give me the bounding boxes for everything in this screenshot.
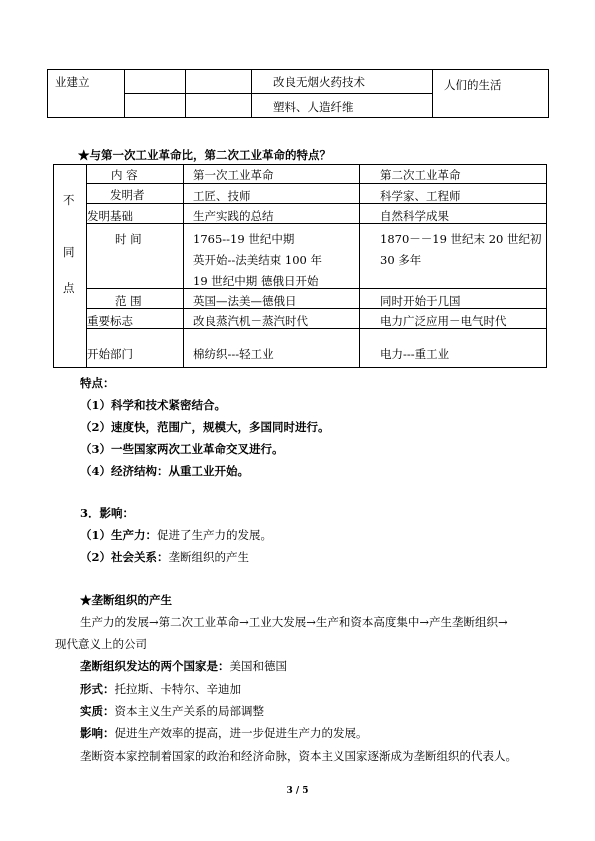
cell-first: 生产实践的总结 <box>193 209 274 223</box>
side-label-char: 点 <box>63 281 75 295</box>
monopoly-heading: ★垄断组织的产生 <box>80 593 172 607</box>
table-border-bottom <box>53 367 547 368</box>
row-label-milestone: 重要标志 <box>87 314 133 328</box>
monopoly-impact-label: 影响： <box>80 726 115 740</box>
monopoly-last-line: 垄断资本家控制着国家的政治和经济命脉，资本主义国家逐渐成为垄断组织的代表人。 <box>80 749 517 763</box>
cell-second: 自然科学成果 <box>380 209 449 223</box>
row-label-scope: 范 围 <box>115 294 142 308</box>
top-table-cell: 人们的生活 <box>444 78 502 92</box>
table-border-right <box>548 69 549 118</box>
comparison-table <box>53 164 547 368</box>
row-label-time: 时 间 <box>115 232 142 246</box>
table-border-top <box>47 69 549 70</box>
cell-first: 工匠、技师 <box>193 189 251 203</box>
row-label-basis: 发明基础 <box>87 209 133 223</box>
top-table-cell: 塑料、人造纤维 <box>273 100 354 114</box>
table-col-divider <box>185 69 186 118</box>
table-row-divider <box>86 223 547 224</box>
page-number: 3 / 5 <box>286 786 309 796</box>
table-row-divider <box>86 183 547 184</box>
top-table-cell: 业建立 <box>55 75 90 89</box>
cell-first: 英国—法美—德俄日 <box>193 294 297 308</box>
features-title: 特点： <box>80 376 115 390</box>
cell-first-line: 英开始--法美结束 100 年 <box>193 253 323 267</box>
table-border-right <box>546 164 547 368</box>
row-label-start-sector: 开始部门 <box>87 347 133 361</box>
influence-text: 促进了生产力的发展。 <box>157 528 273 542</box>
table-border-top <box>53 164 547 165</box>
cell-second: 科学家、工程师 <box>380 189 461 203</box>
monopoly-flow-line: 生产力的发展→第二次工业革命→工业大发展→生产和资本高度集中→产生垄断组织→ <box>80 615 508 629</box>
influence-title: 3．影响： <box>80 506 135 520</box>
monopoly-essence-label: 实质： <box>80 704 115 718</box>
section-heading-comparison: ★与第一次工业革命比，第二次工业革命的特点？ <box>78 148 331 162</box>
table-col-divider <box>124 69 125 118</box>
cell-first: 棉纺织---轻工业 <box>193 347 274 361</box>
monopoly-impact <box>80 725 368 741</box>
monopoly-essence-text: 资本主义生产关系的局部调整 <box>114 704 264 718</box>
table-col-divider <box>251 69 252 118</box>
monopoly-countries-label: 垄断组织发达的两个国家是： <box>80 659 230 673</box>
influence-label: （2）社会关系： <box>80 550 169 564</box>
table-col-divider <box>86 164 87 368</box>
cell-first: 改良蒸汽机－蒸汽时代 <box>193 314 308 328</box>
table-col-divider <box>183 164 184 368</box>
table-row-divider <box>124 93 432 94</box>
table-border-left <box>53 164 54 368</box>
header-content: 内 容 <box>111 168 138 182</box>
side-label-char: 同 <box>63 245 75 259</box>
row-label-inventor: 发明者 <box>110 188 145 202</box>
monopoly-forms-text: 托拉斯、卡特尔、辛迪加 <box>114 682 241 696</box>
header-first-revolution: 第一次工业革命 <box>193 168 274 182</box>
monopoly-forms <box>80 681 241 697</box>
feature-item: （4）经济结构：从重工业开始。 <box>80 464 249 478</box>
table-col-divider <box>359 164 360 368</box>
top-table <box>47 69 549 118</box>
cell-second: 电力---重工业 <box>380 347 450 361</box>
top-table-cell: 改良无烟火药技术 <box>273 75 365 89</box>
header-second-revolution: 第二次工业革命 <box>380 168 461 182</box>
monopoly-flow-line: 现代意义上的公司 <box>55 637 147 651</box>
side-label-char: 不 <box>63 193 75 207</box>
influence-item <box>80 527 272 543</box>
cell-second: 电力广泛应用－电气时代 <box>380 314 507 328</box>
cell-second-line: 30 多年 <box>380 253 422 267</box>
table-row-divider <box>86 308 547 309</box>
table-border-bottom <box>47 117 549 118</box>
cell-second: 同时开始于几国 <box>380 294 461 308</box>
cell-first-line: 1765--19 世纪中期 <box>193 232 295 246</box>
table-col-divider <box>432 69 433 118</box>
feature-item: （2）速度快，范围广，规模大，多国同时进行。 <box>80 420 330 434</box>
monopoly-essence <box>80 703 264 719</box>
influence-text: 垄断组织的产生 <box>168 550 250 564</box>
influence-item <box>80 549 249 565</box>
monopoly-countries <box>80 658 287 674</box>
cell-first-line: 19 世纪中期 德俄日开始 <box>193 274 319 288</box>
table-row-divider <box>86 203 547 204</box>
influence-label: （1）生产力： <box>80 528 158 542</box>
feature-item: （1）科学和技术紧密结合。 <box>80 398 227 412</box>
cell-second-line: 1870－－19 世纪末 20 世纪初 <box>380 232 542 246</box>
monopoly-impact-text: 促进生产效率的提高，进一步促进生产力的发展。 <box>114 726 368 740</box>
monopoly-countries-text: 美国和德国 <box>229 659 287 673</box>
table-border-left <box>47 69 48 118</box>
feature-item: （3）一些国家两次工业革命交叉进行。 <box>80 442 284 456</box>
monopoly-forms-label: 形式： <box>80 682 115 696</box>
